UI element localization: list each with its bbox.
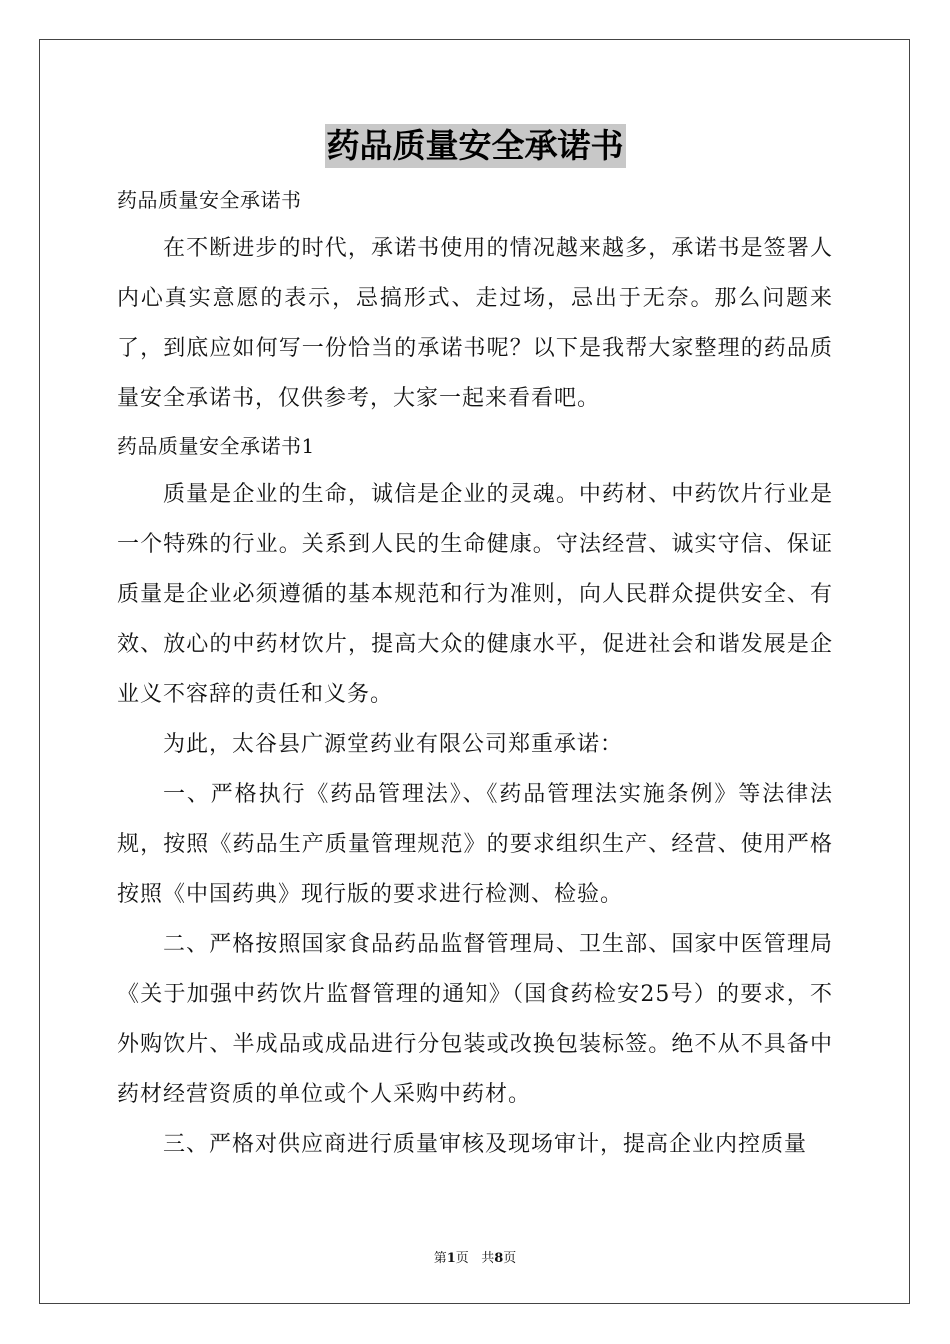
commitment-item-3: 三、严格对供应商进行质量审核及现场审计，提高企业内控质量: [163, 1132, 808, 1157]
current-page-number: 1: [446, 1251, 456, 1266]
document-subtitle: 药品质量安全承诺书: [117, 188, 302, 212]
commitment-item-1: 一、严格执行《药品管理法》、《药品管理法实施条例》等法律法规，按照《药品生产质量管理规范》的要求组织生产、经营、使用严格按照《中国药典》现行版的要求进行检测、检验。: [117, 782, 833, 907]
commitment-item-2: 二、严格按照国家食品药品监督管理局、卫生部、国家中医管理局《关于加强中药饮片监督管理的通知》（国食药检安25号）的要求，不外购饮片、半成品或成品进行分包装或改换包装标签。绝不从不具备中药材经营资质的单位或个人采购中药材。: [117, 932, 833, 1107]
document-body: [117, 178, 833, 1170]
total-suffix: 页: [503, 1251, 517, 1266]
commitment-intro: 为此，太谷县广源堂药业有限公司郑重承诺：: [163, 732, 624, 757]
document-title: 药品质量安全承诺书: [325, 124, 626, 168]
total-page-count: 8: [494, 1251, 504, 1266]
page-prefix: 第: [433, 1251, 447, 1266]
title-container: [0, 124, 950, 168]
body-paragraph: 质量是企业的生命，诚信是企业的灵魂。中药材、中药饮片行业是一个特殊的行业。关系到人民的生命健康。守法经营、诚实守信、保证质量是企业必须遵循的基本规范和行为准则，向人民群众提供安全、有效、放心的中药材饮片，提高大众的健康水平，促进社会和谐发展是企业义不容辞的责任和义务。: [117, 482, 833, 707]
total-prefix: 共: [481, 1251, 495, 1266]
page-suffix: 页: [455, 1251, 469, 1266]
page-footer: [0, 1247, 950, 1266]
section-heading: 药品质量安全承诺书1: [117, 434, 315, 458]
intro-paragraph: 在不断进步的时代，承诺书使用的情况越来越多，承诺书是签署人内心真实意愿的表示，忌搞形式、走过场，忌出于无奈。那么问题来了，到底应如何写一份恰当的承诺书呢？以下是我帮大家整理的药品质量安全承诺书，仅供参考，大家一起来看看吧。: [117, 236, 833, 411]
